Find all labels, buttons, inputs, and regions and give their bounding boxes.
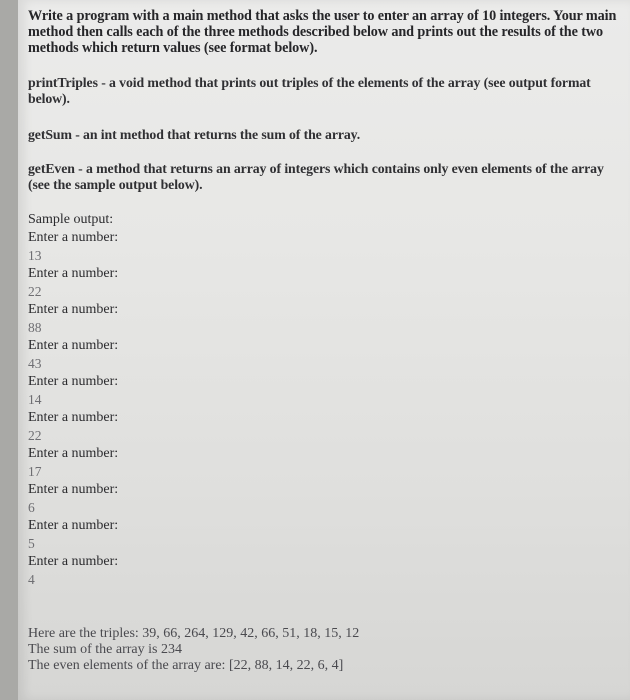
prompt-line: Enter a number: [28, 338, 119, 353]
input-value: 14 [28, 392, 42, 407]
prompt-line: Enter a number: [28, 446, 119, 461]
prompt-line: Enter a number: [28, 554, 119, 569]
method-get-even [28, 161, 626, 193]
method-name: getSum [28, 127, 72, 142]
method-name: printTriples [28, 75, 98, 90]
sample-heading: Sample output: [28, 212, 114, 227]
prompt-line: Enter a number: [28, 410, 119, 425]
intro-paragraph: Write a program with a main method that asks the user to enter an array of 10 integers. Your main method then calls each of the three methods described below and prints out the results of the two methods which return values (see format below). [28, 8, 617, 56]
input-value: 6 [28, 500, 35, 515]
assignment-text [28, 8, 626, 589]
method-name: getEven [28, 161, 75, 176]
method-get-sum [28, 127, 626, 143]
prompt-line: Enter a number: [28, 230, 119, 245]
triples-line: Here are the triples: 39, 66, 264, 129, 42, 66, 51, 18, 15, 12 [28, 626, 360, 641]
input-value: 22 [28, 428, 42, 443]
prompt-line: Enter a number: [28, 482, 119, 497]
input-value: 4 [28, 572, 35, 587]
sample-output [28, 211, 626, 589]
prompt-line: Enter a number: [28, 302, 119, 317]
input-value: 43 [28, 356, 42, 371]
document-page [18, 0, 630, 700]
even-line: The even elements of the array are: [22, 88, 14, 22, 6, 4] [28, 658, 344, 673]
method-description: - an int method that returns the sum of the array. [71, 127, 361, 142]
input-value: 13 [28, 248, 42, 263]
results-block [28, 626, 359, 674]
prompt-line: Enter a number: [28, 374, 119, 389]
input-value: 22 [28, 284, 42, 299]
prompt-line: Enter a number: [28, 266, 119, 281]
input-value: 88 [28, 320, 42, 335]
sum-line: The sum of the array is 234 [28, 642, 182, 657]
method-description: - a method that returns an array of integers which contains only even elements of the array (see the sample output below). [28, 161, 604, 192]
sample-lines [28, 229, 626, 589]
input-value: 5 [28, 536, 35, 551]
input-value: 17 [28, 464, 42, 479]
prompt-line: Enter a number: [28, 518, 119, 533]
method-print-triples [28, 75, 626, 107]
method-description: - a void method that prints out triples of the elements of the array (see output format below). [28, 75, 591, 106]
